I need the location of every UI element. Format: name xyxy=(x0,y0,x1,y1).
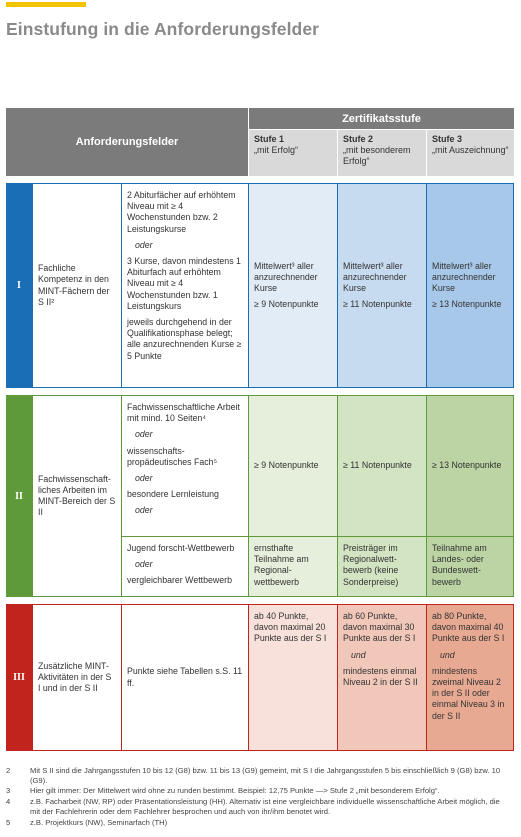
row-2-criteria-oder-3: oder xyxy=(135,505,153,516)
accent-bar xyxy=(6,2,86,7)
row-2-criteria-bottom-oder: oder xyxy=(135,559,153,570)
header-stufe-1 xyxy=(249,130,337,176)
row-2-stufe-2-bottom: Preisträger im Regionalwett-bewerb (keine Sonderpreise) xyxy=(338,537,426,596)
header-stufe-3 xyxy=(427,130,514,176)
row-1-criteria xyxy=(122,184,248,387)
row-1-stufe-2 xyxy=(338,184,426,387)
row-1-stufe-2-a: Mittelwert³ aller anzurechnender Kurse xyxy=(343,260,407,293)
footnote-4-number: 4 xyxy=(6,797,11,806)
row-3-stufe-3 xyxy=(427,605,513,750)
row-1-stufe-3-b: ≥ 13 Notenpunkte xyxy=(432,299,502,310)
footnote-5-number: 5 xyxy=(6,818,11,827)
row-3-field: Zusätzliche MINT-Aktivitäten in der S I und in der S II xyxy=(33,605,121,750)
header-stufe-2 xyxy=(338,130,426,176)
row-2-criteria-bottom xyxy=(122,537,248,596)
row-3-stufe-2-a: ab 60 Punkte, davon maximal 30 Punkte aus der S I xyxy=(343,611,416,644)
row-1-stufe-3-a: Mittelwert³ aller anzurechnender Kurse xyxy=(432,260,496,293)
row-2-stufe-1-bottom: ernsthafte Teilnahme am Regional-wettbewerb xyxy=(249,537,337,596)
row-3-stufe-2-b: mindestens einmal Niveau 2 in der S II xyxy=(343,665,418,688)
row-3-stufe-2-und: und xyxy=(351,649,366,660)
row-2-criteria-bottom-a: Jugend forscht-Wettbewerb xyxy=(127,543,235,553)
row-1-field: Fachliche Kompetenz in den MINT-Fächern der S II² xyxy=(33,184,121,387)
footnote-3 xyxy=(6,786,516,796)
row-3-numeral: III xyxy=(6,604,32,751)
row-1-numeral: I xyxy=(6,183,32,388)
row-3-criteria: Punkte siehe Tabellen s.S. 11 ff. xyxy=(122,605,248,750)
row-1-stufe-2-b: ≥ 11 Notenpunkte xyxy=(343,299,412,310)
page-title: Einstufung in die Anforderungsfelder xyxy=(6,19,320,39)
row-2-criteria-c: besondere Lernleistung xyxy=(127,489,219,500)
row-2-numeral: II xyxy=(6,395,32,597)
footnote-5-text: z.B. Projektkurs (NW), Seminarfach (TH) xyxy=(30,818,168,827)
footnote-2-number: 2 xyxy=(6,766,11,775)
row-1-criteria-oder: oder xyxy=(135,239,153,250)
row-2-criteria-oder-1: oder xyxy=(135,429,153,440)
row-2-stufe-3-top: ≥ 13 Notenpunkte xyxy=(427,396,513,536)
row-2-stufe-1-top: ≥ 9 Notenpunkte xyxy=(249,396,337,536)
row-1-stufe-1-b: ≥ 9 Notenpunkte xyxy=(254,299,319,310)
stufe-3-name: Stufe 3 xyxy=(432,134,463,144)
row-1-criteria-a: 2 Abiturfächer auf erhöhtem Niveau mit ≥ 4 Wochenstunden bzw. 2 Leistungskurse xyxy=(127,190,236,234)
stufe-2-desc: „mit besonderem Erfolg“ xyxy=(343,145,411,166)
footnote-2-text: Mit S II sind die Jahrgangsstufen 10 bis 12 (G8) bzw. 11 bis 13 (G9) gemeint, mit S I die Jahrgangsstufen 5 bis einschließlich 9 (G8) bzw. 10 (G9). xyxy=(30,766,501,785)
row-1-stufe-1 xyxy=(249,184,337,387)
header-fields-label: Anforderungsfelder xyxy=(6,108,248,176)
footnote-3-number: 3 xyxy=(6,786,11,795)
stufe-2-name: Stufe 2 xyxy=(343,134,374,144)
row-3-stufe-3-a: ab 80 Punkte, davon maximal 40 Punkte aus der S I xyxy=(432,611,505,644)
stufe-1-name: Stufe 1 xyxy=(254,134,285,144)
row-2-field: Fachwissenschaft-liches Arbeiten im MINT-Bereich der S II xyxy=(33,396,121,596)
footnote-4-text: z.B. Facharbeit (NW, RP) oder Präsentationsleistung (HH). Alternativ ist eine vergleichbare individuelle wissenschaftliche Arbeit möglich, die mit der Fachlehrerin oder dem Fachlehrer besprochen und auch von ihr/ihm benotet wird. xyxy=(30,797,500,816)
row-3-stufe-3-und: und xyxy=(440,649,455,660)
row-3-stufe-3-b: mindestens zweimal Niveau 2 in der S II oder einmal Niveau 3 in der S II xyxy=(432,665,505,721)
row-3-stufe-2 xyxy=(338,605,426,750)
row-1-stufe-1-a: Mittelwert³ aller anzurechnender Kurse xyxy=(254,260,318,293)
footnote-3-text: Hier gilt immer: Der Mittelwert wird ohne zu runden bestimmt. Beispiel: 12,75 Punkte —> Stufe 2 „mit besonderem Erfolg“. xyxy=(30,786,440,795)
row-2-stufe-2-top: ≥ 11 Notenpunkte xyxy=(338,396,426,536)
row-1-criteria-b: 3 Kurse, davon mindestens 1 Abiturfach auf erhöhtem Niveau mit ≥ 4 Wochenstunden bzw. 1 Leistungskurs xyxy=(127,256,241,311)
row-1-criteria-c: jeweils durchgehend in der Qualifikationsphase belegt; alle anzurechnenden Kurse ≥ 5 Punkte xyxy=(127,317,242,361)
row-2-criteria-oder-2: oder xyxy=(135,473,153,484)
footnote-5 xyxy=(6,818,516,828)
footnote-2 xyxy=(6,766,516,785)
stufe-1-desc: „mit Erfolg“ xyxy=(254,145,299,155)
stufe-3-desc: „mit Auszeichnung“ xyxy=(432,145,509,155)
footnote-4 xyxy=(6,797,516,816)
header-cert-label: Zertifikatsstufe xyxy=(249,108,514,129)
row-2-stufe-3-bottom: Teilnahme am Landes- oder Bundeswett-bewerb xyxy=(427,537,513,596)
row-2-criteria-top xyxy=(122,396,248,536)
row-1-stufe-3 xyxy=(427,184,513,387)
row-3-stufe-1-a: ab 40 Punkte, davon maximal 20 Punkte aus der S I xyxy=(254,611,327,644)
row-2-criteria-a: Fachwissenschaftliche Arbeit mit mind. 10 Seiten⁴ xyxy=(127,402,240,424)
row-2-criteria-b: wissenschafts-propädeutisches Fach⁵ xyxy=(127,445,218,467)
row-2-criteria-bottom-b: vergleichbarer Wettbewerb xyxy=(127,575,232,586)
row-3-stufe-1 xyxy=(249,605,337,750)
